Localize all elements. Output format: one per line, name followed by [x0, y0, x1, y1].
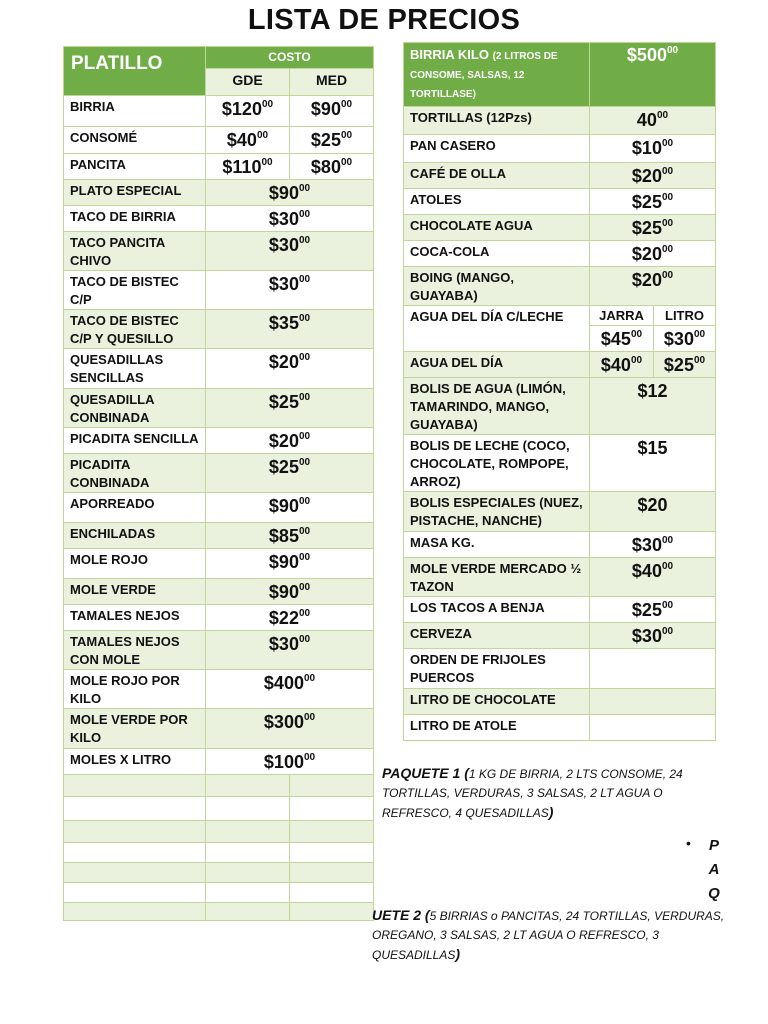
menu-row: [64, 549, 374, 579]
menu-row: [404, 163, 716, 189]
item-name: COCA-COLA: [404, 241, 590, 267]
item-name: TACO DE BISTEC C/P: [64, 271, 206, 310]
item-name: BOLIS ESPECIALES (NUEZ, PISTACHE, NANCHE): [404, 492, 590, 532]
menu-row: [64, 96, 374, 127]
empty-row: [64, 903, 374, 921]
item-price: $\$25^{00}$: [590, 597, 716, 623]
item-price: $\$35^{00}$: [206, 310, 374, 349]
item-price: $\$20^{00}$: [590, 163, 716, 189]
med-price: $\$25^{00}$: [290, 127, 374, 154]
item-price: $\$25^{00}$: [590, 215, 716, 241]
item-price: $\$85^{00}$: [206, 523, 374, 549]
menu-row: [64, 180, 374, 206]
paquete-1-text: 1 KG DE BIRRIA, 2 LTS CONSOME, 24 TORTILLAS, VERDURAS, 3 SALSAS, 2 LT AGUA O REFRESCO, 4 QUESADILLAS: [382, 767, 683, 820]
item-name: MASA KG.: [404, 532, 590, 558]
item-name: TORTILLAS (12Pzs): [404, 107, 590, 135]
menu-row: [64, 206, 374, 232]
birria-kilo-detail: (2 LITROS DE CONSOME, SALSAS, 12 TORTILLASE): [410, 51, 558, 100]
litro-price: $\$25^{00}$: [654, 352, 716, 378]
menu-row: [404, 689, 716, 715]
menu-row: [404, 715, 716, 741]
item-price: $\$30^{00}$: [206, 206, 374, 232]
paquete-2-title: UETE 2 (: [372, 907, 430, 923]
item-name: TAMALES NEJOS CON MOLE: [64, 631, 206, 670]
med-price: $\$80^{00}$: [290, 154, 374, 180]
right-price-table: [403, 42, 716, 741]
menu-row: [64, 523, 374, 549]
item-name: LITRO DE CHOCOLATE: [404, 689, 590, 715]
item-price: $\$25^{00}$: [206, 454, 374, 493]
menu-row: [404, 492, 716, 532]
empty-row: [64, 797, 374, 821]
page-title: LISTA DE PRECIOS: [247, 4, 521, 36]
litro-header: LITRO: [654, 306, 716, 326]
jarra-price: $\$40^{00}$: [590, 352, 654, 378]
item-price: $\$20^{00}$: [590, 267, 716, 306]
item-price: $40^{00}$: [590, 107, 716, 135]
item-price: $\$90^{00}$: [206, 493, 374, 523]
item-price: $\$100^{00}$: [206, 749, 374, 775]
med-price: $\$90^{00}$: [290, 96, 374, 127]
item-name: QUESADILLAS SENCILLAS: [64, 349, 206, 389]
item-price: $\$20^{00}$: [590, 241, 716, 267]
birria-kilo-label: [404, 43, 590, 107]
item-name: QUESADILLA CONBINADA: [64, 389, 206, 428]
agua-row: [404, 352, 716, 378]
platillo-header: PLATILLO: [64, 47, 206, 96]
empty-row: [64, 821, 374, 843]
item-name: CAFÉ DE OLLA: [404, 163, 590, 189]
menu-row: [64, 709, 374, 749]
menu-row: [64, 670, 374, 709]
menu-row: [404, 623, 716, 649]
menu-row: [64, 493, 374, 523]
paquete-2: UETE 2 (5 BIRRIAS o PANCITAS, 24 TORTILLAS, VERDURAS, OREGANO, 3 SALSAS, 2 LT AGUA O REFRESCO, 3 QUESADILLAS): [372, 907, 725, 962]
gde-header: GDE: [206, 69, 290, 96]
item-name: PICADITA CONBINADA: [64, 454, 206, 493]
item-name: LITRO DE ATOLE: [404, 715, 590, 741]
item-name: MOLE ROJO: [64, 549, 206, 579]
menu-row: [404, 378, 716, 435]
menu-row: [64, 454, 374, 493]
item-price: $\$20^{00}$: [206, 349, 374, 389]
left-price-table: [63, 46, 374, 921]
paquete-2-text: 5 BIRRIAS o PANCITAS, 24 TORTILLAS, VERDURAS, OREGANO, 3 SALSAS, 2 LT AGUA O REFRESCO, 3 QUESADILLAS: [372, 909, 725, 962]
menu-row: [64, 579, 374, 605]
item-price: $\$300^{00}$: [206, 709, 374, 749]
menu-row: [64, 349, 374, 389]
item-price: $\$30^{00}$: [590, 532, 716, 558]
item-price: $\$90^{00}$: [206, 579, 374, 605]
menu-row: [64, 310, 374, 349]
item-name: TACO DE BISTEC C/P Y QUESILLO: [64, 310, 206, 349]
menu-row: [404, 558, 716, 597]
item-name: ENCHILADAS: [64, 523, 206, 549]
item-name: LOS TACOS A BENJA: [404, 597, 590, 623]
item-price: $\$20^{00}$: [206, 428, 374, 454]
litro-price: $\$30^{00}$: [654, 326, 716, 352]
item-name: APORREADO: [64, 493, 206, 523]
item-name: AGUA DEL DÍA C/LECHE: [404, 306, 590, 352]
paquete-2-vertical-letters: P A Q: [708, 837, 720, 902]
menu-row: [404, 241, 716, 267]
menu-row: [404, 215, 716, 241]
birria-kilo-name: BIRRIA KILO: [410, 47, 489, 62]
menu-row: [404, 135, 716, 163]
item-price: $\$90^{00}$: [206, 549, 374, 579]
menu-row: [64, 749, 374, 775]
paquete-1-title: PAQUETE 1 (: [382, 765, 469, 781]
empty-row: [64, 843, 374, 863]
item-price: $20: [590, 492, 716, 532]
item-price: [590, 715, 716, 741]
item-name: MOLE VERDE MERCADO ½ TAZON: [404, 558, 590, 597]
menu-row: [64, 154, 374, 180]
menu-row: [404, 532, 716, 558]
menu-row: [404, 597, 716, 623]
item-name: BOLIS DE AGUA (LIMÓN, TAMARINDO, MANGO, GUAYABA): [404, 378, 590, 435]
gde-price: $\$40^{00}$: [206, 127, 290, 154]
costo-header: COSTO: [206, 47, 374, 69]
menu-row: [64, 605, 374, 631]
item-price: $\$30^{00}$: [206, 232, 374, 271]
menu-row: [404, 649, 716, 689]
item-name: PANCITA: [64, 154, 206, 180]
item-name: AGUA DEL DÍA: [404, 352, 590, 378]
item-name: ATOLES: [404, 189, 590, 215]
item-name: PAN CASERO: [404, 135, 590, 163]
gde-price: $\$110^{00}$: [206, 154, 290, 180]
menu-row: [64, 232, 374, 271]
item-price: $12: [590, 378, 716, 435]
empty-row: [64, 863, 374, 883]
menu-row: [64, 389, 374, 428]
med-header: MED: [290, 69, 374, 96]
gde-price: $\$120^{00}$: [206, 96, 290, 127]
item-name: CHOCOLATE AGUA: [404, 215, 590, 241]
item-name: MOLE ROJO POR KILO: [64, 670, 206, 709]
item-price: $\$30^{00}$: [590, 623, 716, 649]
item-name: MOLE VERDE: [64, 579, 206, 605]
item-name: TACO PANCITA CHIVO: [64, 232, 206, 271]
jarra-header: JARRA: [590, 306, 654, 326]
menu-row: [64, 127, 374, 154]
item-price: $\$30^{00}$: [206, 271, 374, 310]
item-name: ORDEN DE FRIJOLES PUERCOS: [404, 649, 590, 689]
item-price: $\$25^{00}$: [590, 189, 716, 215]
item-price: $\$22^{00}$: [206, 605, 374, 631]
empty-row: [64, 775, 374, 797]
item-name: CONSOMÉ: [64, 127, 206, 154]
item-price: [590, 649, 716, 689]
menu-row: [404, 267, 716, 306]
item-price: $\$30^{00}$: [206, 631, 374, 670]
menu-row: [404, 435, 716, 492]
menu-row: [404, 189, 716, 215]
item-name: TACO DE BIRRIA: [64, 206, 206, 232]
menu-row: [404, 107, 716, 135]
birria-kilo-price: $\$500^{00}$: [590, 43, 716, 107]
agua-leche-row: [404, 306, 716, 326]
item-name: BOING (MANGO, GUAYABA): [404, 267, 590, 306]
menu-row: [64, 428, 374, 454]
item-price: $\$90^{00}$: [206, 180, 374, 206]
item-price: $\$400^{00}$: [206, 670, 374, 709]
empty-row: [64, 883, 374, 903]
item-name: TAMALES NEJOS: [64, 605, 206, 631]
item-name: MOLES X LITRO: [64, 749, 206, 775]
menu-row: [64, 631, 374, 670]
item-price: $\$40^{00}$: [590, 558, 716, 597]
item-price: $\$25^{00}$: [206, 389, 374, 428]
item-price: [590, 689, 716, 715]
item-price: $15: [590, 435, 716, 492]
item-price: $\$10^{00}$: [590, 135, 716, 163]
item-name: PLATO ESPECIAL: [64, 180, 206, 206]
bullet-icon: •: [686, 835, 691, 851]
item-name: BOLIS DE LECHE (COCO, CHOCOLATE, ROMPOPE, ARROZ): [404, 435, 590, 492]
item-name: CERVEZA: [404, 623, 590, 649]
item-name: MOLE VERDE POR KILO: [64, 709, 206, 749]
paquete-1: PAQUETE 1 (1 KG DE BIRRIA, 2 LTS CONSOME, 24 TORTILLAS, VERDURAS, 3 SALSAS, 2 LT AGUA O REFRESCO, 4 QUESADILLAS): [382, 765, 683, 820]
item-name: BIRRIA: [64, 96, 206, 127]
menu-row: [64, 271, 374, 310]
item-name: PICADITA SENCILLA: [64, 428, 206, 454]
jarra-price: $\$45^{00}$: [590, 326, 654, 352]
